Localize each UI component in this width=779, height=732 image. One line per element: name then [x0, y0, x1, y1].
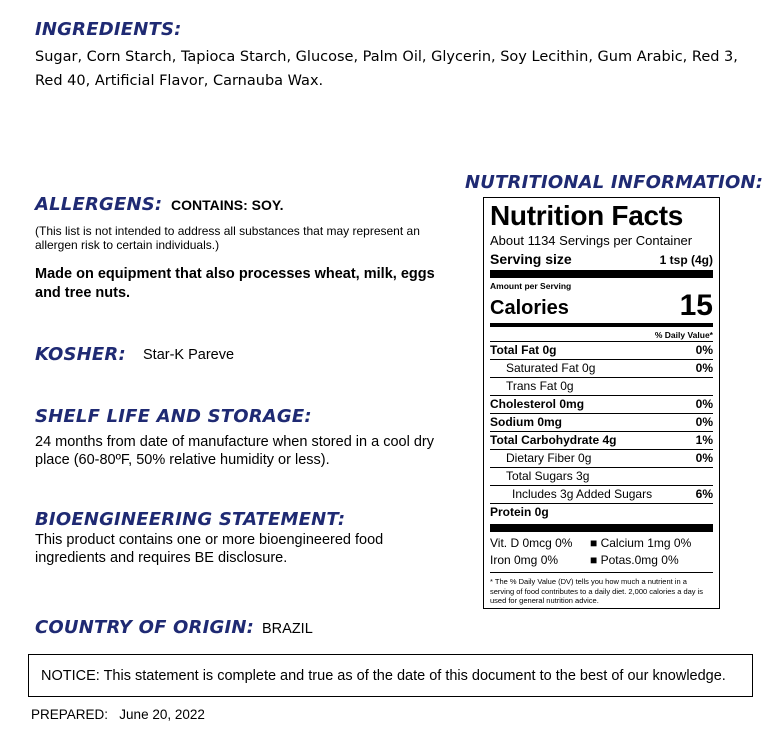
nutrient-dv: 0%	[695, 451, 713, 465]
divider-medium	[490, 323, 713, 327]
nutrition-facts-panel	[483, 197, 720, 609]
nutrient-dv: 0%	[695, 361, 713, 375]
nutrient-name: Total Fat 0g	[490, 343, 557, 357]
prepared-label: PREPARED:	[31, 707, 109, 722]
serving-size-row	[490, 251, 713, 267]
allergens-contains: CONTAINS: SOY.	[171, 197, 284, 213]
iron: Iron 0mg 0%	[490, 553, 559, 567]
kosher-value: Star-K Pareve	[143, 347, 235, 363]
nutrient-dv: 0%	[695, 343, 713, 357]
nutrition-facts-title: Nutrition Facts	[490, 200, 684, 231]
shelf-life-text: 24 months from date of manufacture when stored in a cool dry place (60-80ºF, 50% relative humidity or less).	[35, 434, 434, 468]
notice-text: NOTICE: This statement is complete and true as of the date of this document to the best of our knowledge.	[41, 667, 726, 684]
calcium: ■ Calcium 1mg 0%	[590, 536, 692, 550]
shelf-life-heading: SHELF LIFE AND STORAGE:	[35, 406, 312, 427]
nutrient-name: Total Sugars 3g	[506, 469, 590, 483]
nutrient-dv: 0%	[695, 415, 713, 429]
prepared-line	[31, 706, 205, 723]
nutrient-row	[490, 450, 713, 468]
nutrition-heading: NUTRITIONAL INFORMATION:	[465, 172, 764, 193]
prepared-date: June 20, 2022	[119, 707, 205, 722]
divider-thick	[490, 524, 713, 532]
nutrient-name: Protein 0g	[490, 505, 549, 519]
nutrient-dv: 0%	[695, 397, 713, 411]
nutrient-row	[490, 342, 713, 360]
ingredients-text: Sugar, Corn Starch, Tapioca Starch, Glucose, Palm Oil, Glycerin, Soy Lecithin, Gum Arabic, Red 3, Red 40, Artificial Flavor, Carnauba Wax.	[35, 49, 738, 89]
vitamins-minerals	[490, 535, 713, 569]
origin-value: BRAZIL	[262, 621, 313, 637]
nutrient-dv: 1%	[695, 433, 713, 447]
origin-heading: COUNTRY OF ORIGIN:	[35, 617, 255, 638]
nutrient-row	[490, 360, 713, 378]
vitamin-d: Vit. D 0mcg 0%	[490, 536, 573, 550]
allergens-disclaimer: (This list is not intended to address all substances that may represent an allergen risk to certain individuals.)	[35, 224, 420, 252]
daily-value-header: % Daily Value*	[490, 329, 713, 342]
nutrient-dv: 6%	[695, 487, 713, 501]
nutrient-row	[490, 468, 713, 486]
serving-size-value: 1 tsp (4g)	[659, 253, 713, 267]
nutrient-row	[490, 414, 713, 432]
nutrient-row	[490, 378, 713, 396]
calories-label: Calories	[490, 297, 569, 319]
notice-box	[28, 654, 753, 697]
bioengineering-text: This product contains one or more bioengineered food ingredients and requires BE disclosure.	[35, 532, 384, 566]
nutrient-name: Trans Fat 0g	[506, 379, 574, 393]
nutrient-name: Saturated Fat 0g	[506, 361, 596, 375]
amount-per-serving: Amount per Serving	[490, 281, 572, 291]
kosher-heading: KOSHER:	[35, 344, 126, 365]
allergens-heading: ALLERGENS:	[35, 194, 163, 215]
servings-per-container: About 1134 Servings per Container	[490, 233, 693, 248]
nutrient-name: Sodium 0mg	[490, 415, 563, 429]
divider-thick	[490, 270, 713, 278]
nutrient-name: Cholesterol 0mg	[490, 397, 585, 411]
bioengineering-heading: BIOENGINEERING STATEMENT:	[35, 509, 346, 530]
nutrient-row	[490, 504, 713, 521]
ingredients-heading: INGREDIENTS:	[35, 19, 182, 40]
daily-value-footnote: * The % Daily Value (DV) tells you how much a nutrient in a serving of food contributes to a daily diet. 2,000 calories a day is used for general nutrition advice.	[490, 572, 713, 606]
nutrient-name: Includes 3g Added Sugars	[512, 487, 653, 501]
calories-row	[490, 291, 713, 321]
nutrient-name: Total Carbohydrate 4g	[490, 433, 617, 447]
serving-size-label: Serving size	[490, 251, 572, 267]
nutrient-name: Dietary Fiber 0g	[506, 451, 592, 465]
nutrient-row	[490, 486, 713, 504]
allergens-equipment: Made on equipment that also processes wheat, milk, eggs and tree nuts.	[35, 266, 435, 301]
potassium: ■ Potas.0mg 0%	[590, 553, 679, 567]
nutrient-row	[490, 432, 713, 450]
nutrient-row	[490, 396, 713, 414]
calories-value: 15	[679, 289, 713, 322]
